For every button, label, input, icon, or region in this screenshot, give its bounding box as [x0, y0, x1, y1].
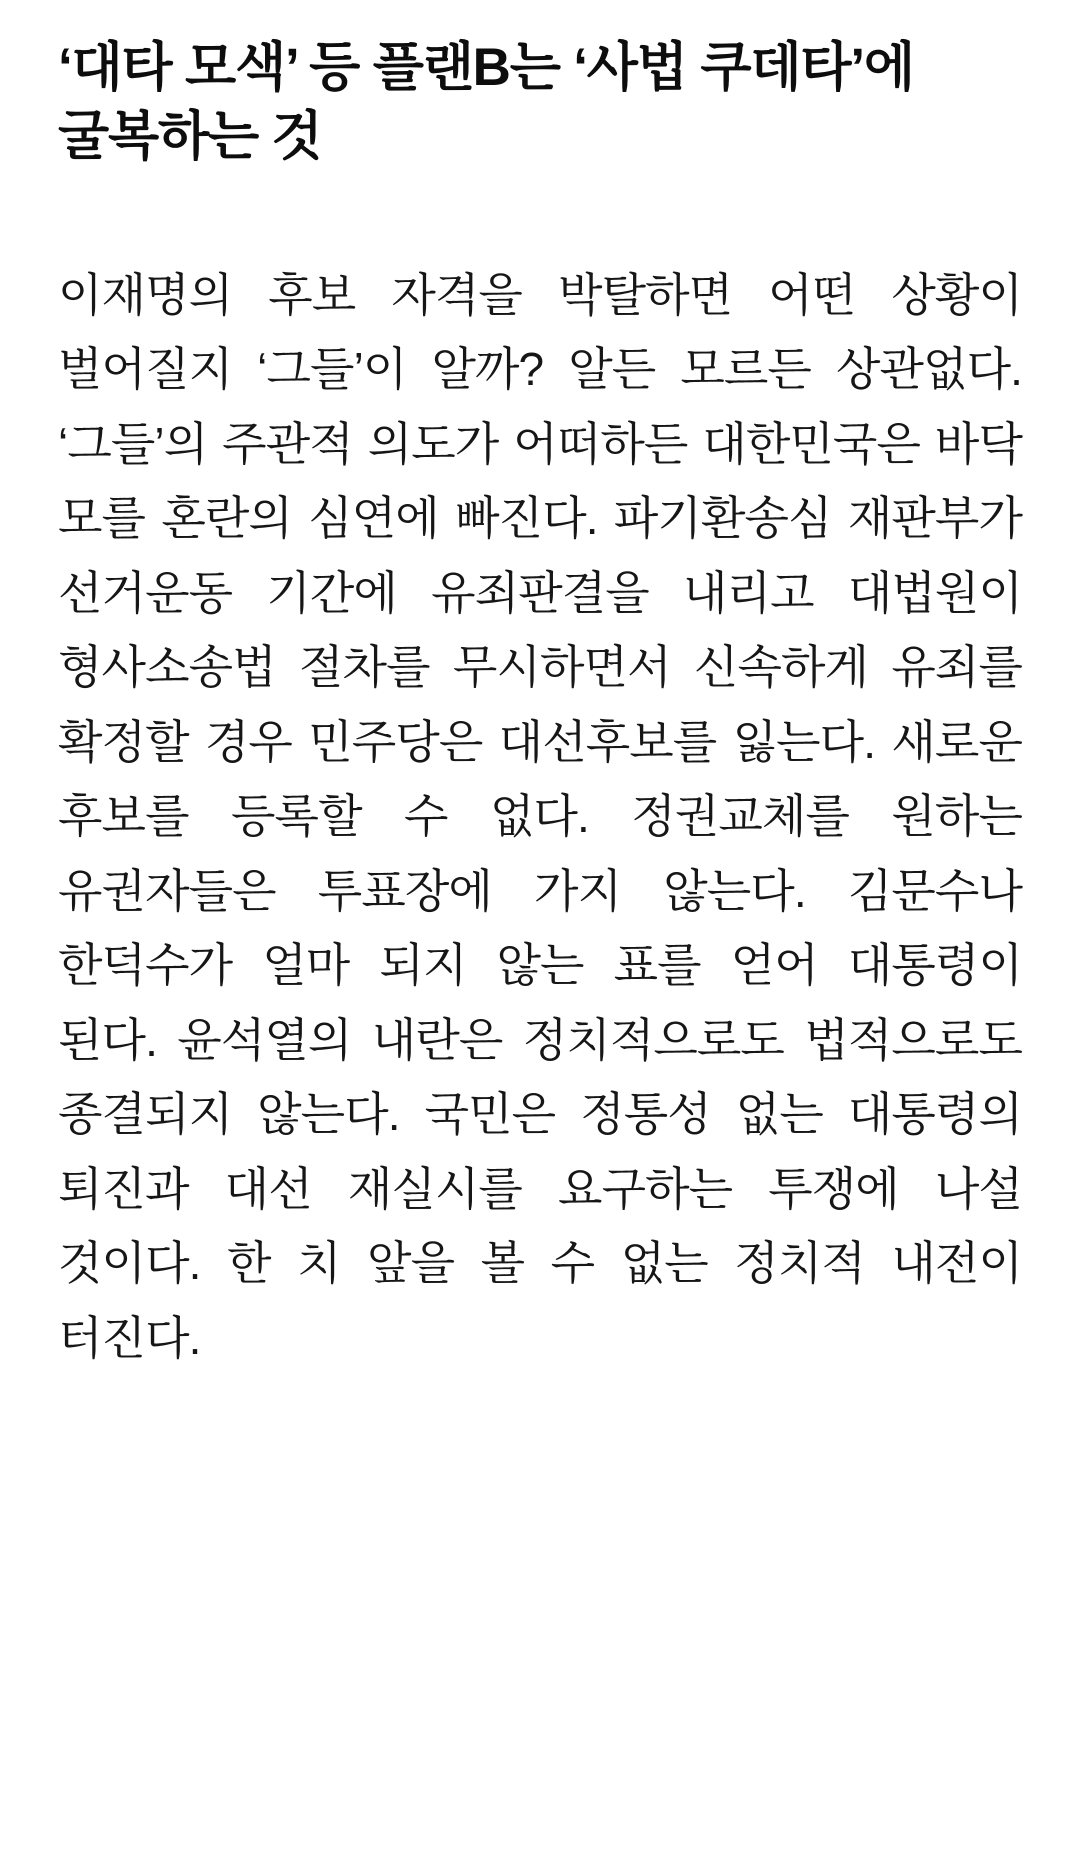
- article-body: [58, 258, 1022, 1376]
- page-title: ‘대타 모색’ 등 플랜B는 ‘사법 쿠데타’에 굴복하는 것: [58, 38, 914, 166]
- article-paragraph: 이재명의 후보 자격을 박탈하면 어떤 상황이 벌어질지 ‘그들’이 알까? 알든 모르든 상관없다. ‘그들’의 주관적 의도가 어떠하든 대한민국은 바닥 모를 혼란의 심연에 빠진다. 파기환송심 재판부가 선거운동 기간에 유죄판결을 내리고 대법원이 형사소송법 절차를 무시하면서 신속하게 유죄를 확정할 경우 민주당은 대선후보를 잃는다. 새로운 후보를 등록할 수 없다. 정권교체를 원하는 유권자들은 투표장에 가지 않는다. 김문수나 한덕수가 얼마 되지 않는 표를 얻어 대통령이 된다. 윤석열의 내란은 정치적으로도 법적으로도 종결되지 않는다. 국민은 정통성 없는 대통령의 퇴진과 대선 재실시를 요구하는 투쟁에 나설 것이다. 한 치 앞을 볼 수 없는 정치적 내전이 터진다.: [58, 268, 1022, 1364]
- title-body-spacer: [58, 172, 1022, 258]
